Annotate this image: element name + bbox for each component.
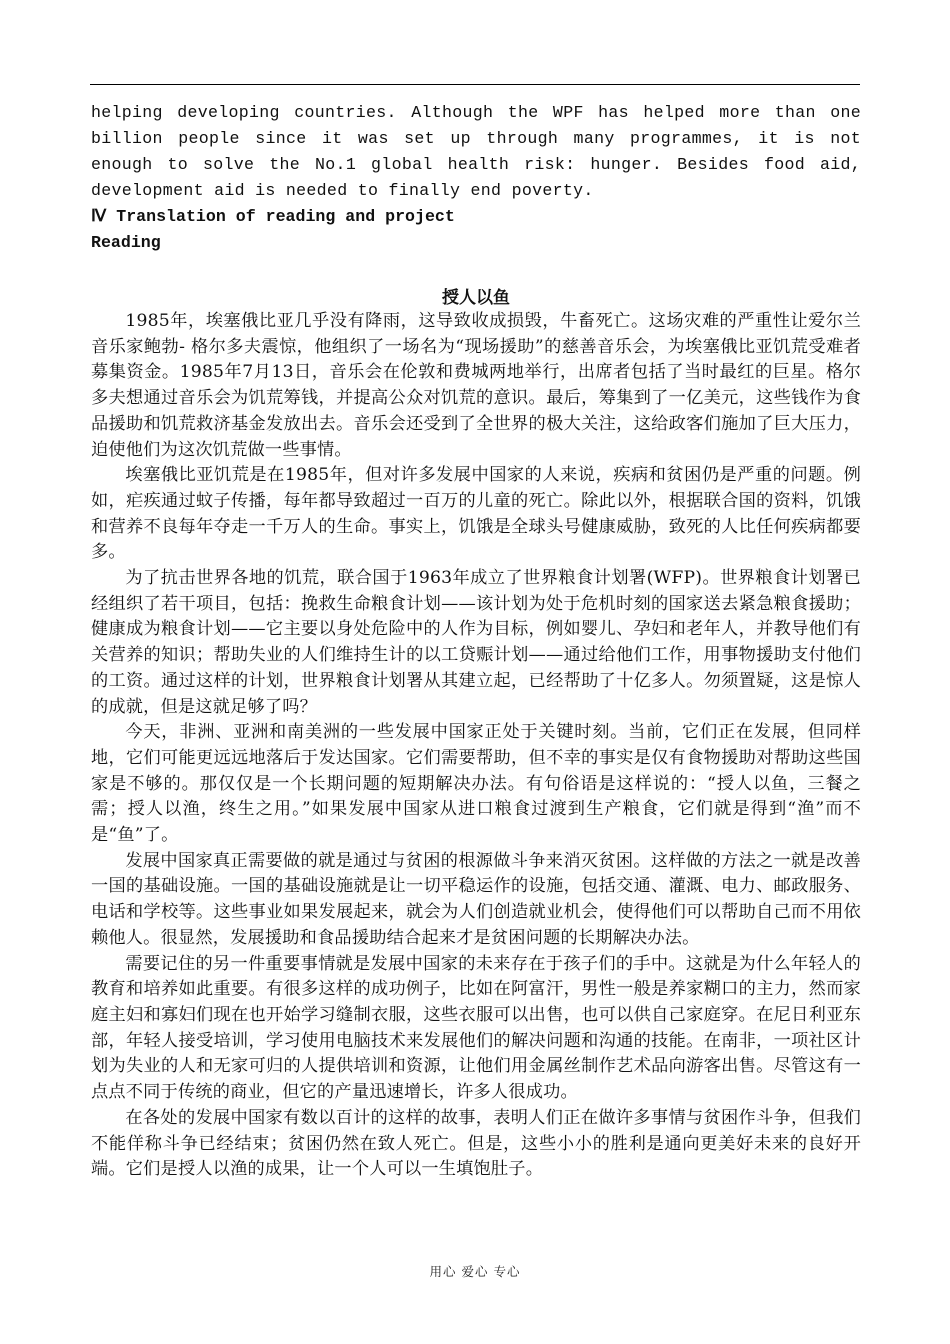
chinese-paragraph: 今天，非洲、亚洲和南美洲的一些发展中国家正处于关键时刻。当前，它们正在发展，但同样地，它们可能更远远地落后于发达国家。它们需要帮助，但不幸的事实是仅有食物援助对帮助这些国家是不够的。那仅仅是一个长期问题的短期解决办法。有句俗语是这样说的：“授人以鱼，三餐之需；授人以渔，终生之用。”如果发展中国家从进口粮食过渡到生产粮食，它们就是得到“渔”而不是“鱼”了。 bbox=[91, 722, 861, 846]
chinese-title: 授人以鱼 bbox=[442, 288, 510, 308]
english-paragraph: helping developing countries. Although the WPF has helped more than one billion people since it was set up through many programmes, it is not enough to solve the No.1 global health risk: hunger. Besides food aid, development aid is needed to finally end poverty. bbox=[91, 103, 861, 200]
reading-subheading: Reading bbox=[91, 233, 161, 252]
chinese-paragraph: 埃塞俄比亚饥荒是在1985年，但对许多发展中国家的人来说，疾病和贫困仍是严重的问题。例如，疟疾通过蚊子传播，每年都导致超过一百万的儿童的死亡。除此以外，根据联合国的资料，饥饿和营养不良每年夺走一千万人的生命。事实上，饥饿是全球头号健康威胁，致死的人比任何疾病都要多。 bbox=[91, 465, 861, 563]
header-rule bbox=[90, 84, 860, 85]
chinese-paragraph: 发展中国家真正需要做的就是通过与贫困的根源做斗争来消灭贫困。这样做的方法之一就是改善一国的基础设施。一国的基础设施就是让一切平稳运作的设施，包括交通、灌溉、电力、邮政服务、电话和学校等。这些事业如果发展起来，就会为人们创造就业机会，使得他们可以帮助自己而不用依赖他人。很显然，发展援助和食品援助结合起来才是贫困问题的长期解决办法。 bbox=[91, 850, 861, 948]
chinese-paragraph: 在各处的发展中国家有数以百计的这样的故事，表明人们正在做许多事情与贫困作斗争，但我们不能佯称斗争已经结束；贫困仍然在致人死亡。但是，这些小小的胜利是通向更美好未来的良好开端。它们是授人以渔的成果，让一个人可以一生填饱肚子。 bbox=[91, 1107, 861, 1180]
chinese-paragraph: 1985年，埃塞俄比亚几乎没有降雨，这导致收成损毁，牛畜死亡。这场灾难的严重性让爱尔兰音乐家鲍勃- 格尔多夫震惊，他组织了一场名为“现场援助”的慈善音乐会，为埃塞俄比亚饥荒受难者募集资金。1985年7月13日，音乐会在伦敦和费城两地举行，出席者包括了当时最红的巨星。格尔多夫想通过音乐会为饥荒筹钱，并提高公众对饥荒的意识。最后，筹集到了一亿美元，这些钱作为食品援助和饥荒救济基金发放出去。音乐会还受到了全世界的极大关注，这给政客们施加了巨大压力，迫使他们为这次饥荒做一些事情。 bbox=[91, 311, 861, 460]
section-heading: Ⅳ Translation of reading and project bbox=[91, 207, 455, 226]
chinese-body bbox=[91, 309, 861, 1183]
chinese-paragraph: 需要记住的另一件重要事情就是发展中国家的未来存在于孩子们的手中。这就是为什么年轻人的教育和培养如此重要。有很多这样的成功例子，比如在阿富汗，男性一般是养家糊口的主力，然而家庭主妇和寡妇们现在也开始学习缝制衣服，这些衣服可以出售，也可以供自己家庭穿。在尼日利亚东部，年轻人接受培训，学习使用电脑技术来发展他们的解决问题和沟通的技能。在南非，一项社区计划为失业的人和无家可归的人提供培训和资源，让他们用金属丝制作艺术品向游客出售。尽管这有一点点不同于传统的商业，但它的产量迅速增长，许多人很成功。 bbox=[91, 953, 861, 1103]
chinese-paragraph: 为了抗击世界各地的饥荒，联合国于1963年成立了世界粮食计划署(WFP)。世界粮食计划署已经组织了若干项目，包括：挽救生命粮食计划——该计划为处于危机时刻的国家送去紧急粮食援助；健康成为粮食计划——它主要以身处危险中的人作为目标，例如婴儿、孕妇和老年人，并教导他们有关营养的知识；帮助失业的人们维持生计的以工贷赈计划——通过给他们工作，用事物援助支付他们的工资。通过这样的计划，世界粮食计划署从其建立起，已经帮助了十亿多人。勿须置疑，这是惊人的成就，但是这就足够了吗？ bbox=[91, 568, 861, 717]
english-section bbox=[91, 100, 861, 256]
page-footer: 用心 爱心 专心 bbox=[429, 1264, 521, 1279]
